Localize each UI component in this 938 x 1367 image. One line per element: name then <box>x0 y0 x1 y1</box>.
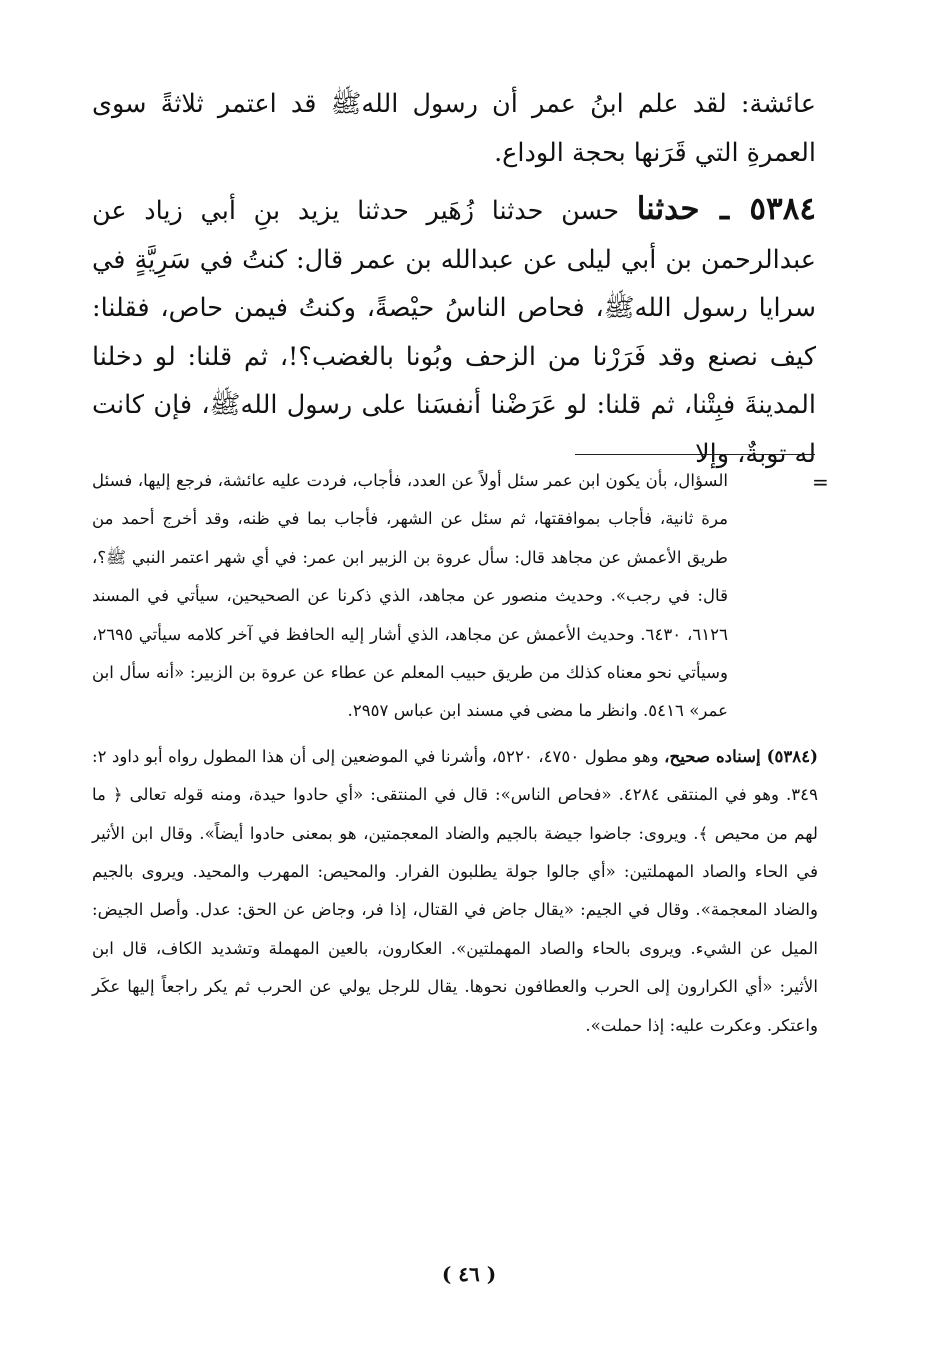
footnote-body: وهو مطول ٤٧٥٠، ٥٢٢٠، وأشرنا في الموضعين إلى أن هذا المطول رواه أبو داود ٢: ٣٤٩. وهو في المنتقى ٤٢٨٤. «فحاص الناس»: قال في المنتقى: «أي حادوا حيدة، ومنه قوله تعالى ﴿ ما لهم من محيص ﴾. ويروى: جاضوا جيضة بالجيم والضاد المعجمتين، هو بمعنى حادوا أيضاً». وقال ابن الأثير في الحاء والصاد المهملتين: «أي جالوا جولة يطلبون الفرار. والمحيص: المهرب والمحيد. ويروى بالجيم والضاد المعجمة». وقال في الجيم: «يقال جاض في القتال، إذا فر، وجاض عن الحق: عدل. وأصل الجيض: الميل عن الشيء. ويروى بالحاء والصاد المهملتين». العكارون، بالعين المهملة وتشديد الكاف، قال ابن الأثير: «أي الكرارون إلى الحرب والعطافون نحوها. يقال للرجل يولي عن الحرب ثم يكر راجعاً إليها عكَر واعتكر. وعكرت عليه: إذا حملت». <box>92 746 819 1035</box>
footnotes <box>92 462 818 1045</box>
hadith-number-heading: ٥٣٨٤ ـ حدثنا <box>636 191 816 227</box>
footnote-continued: السؤال، بأن يكون ابن عمر سئل أولاً عن العدد، فأجاب، فردت عليه عائشة، فرجع إليها، فسئل مرة ثانية، فأجاب بموافقتها، ثم سئل عن الشهر، فأجاب بما في ظنه، وقد أخرج أحمد من طريق الأعمش عن مجاهد قال: سأل عروة بن الزبير ابن عمر: في أي شهر اعتمر النبي ﷺ؟، قال: في رجب». وحديث منصور عن مجاهد، الذي ذكرنا عن الصحيحين، سيأتي في المسند ٦١٢٦، ٦٤٣٠. وحديث الأعمش عن مجاهد، الذي أشار إليه الحافظ في آخر كلامه سيأتي ٢٦٩٥، وسيأتي نحو معناه كذلك من طريق حبيب المعلم عن عطاء عن عروة بن الزبير: «أنه سأل ابن عمر» ٥٤١٦. وانظر ما مضى في مسند ابن عباس ٢٩٥٧. <box>92 471 728 721</box>
continuation-mark: = <box>812 470 829 494</box>
hadith-text: حسن حدثنا زُهَير حدثنا يزيد بنِ أبي زياد عن عبدالرحمن بن أبي ليلى عن عبدالله بن عمر قال: كنتُ في سَرِيَّةٍ في سرايا رسول اللهﷺ، فحاص الناسُ حيْصةً، وكنتُ فيمن حاص، فقلنا: كيف نصنع وقد فَرَرْنا من الزحف وبُونا بالغضب؟!، ثم قلنا: لو دخلنا المدينةَ فبِتْنا، ثم قلنا: لو عَرَضْنا أنفسَنا على رسول اللهﷺ، فإن كانت له توبةٌ، وإلا <box>92 196 816 469</box>
paragraph-aisha-ending: عائشة: لقد علم ابنُ عمر أن رسول اللهﷺ قد اعتمر ثلاثةً سوى العمرةِ التي قَرَنها بحجة الوداع. <box>92 89 816 168</box>
main-text <box>92 80 816 478</box>
page-number: ( ٤٦ ) <box>441 1262 497 1286</box>
footnote-divider <box>575 454 815 455</box>
footnote-label: (٥٣٨٤) إسناده صحيح، <box>664 745 818 766</box>
hadith-5384 <box>92 185 816 478</box>
footnote-5384 <box>92 737 818 1045</box>
